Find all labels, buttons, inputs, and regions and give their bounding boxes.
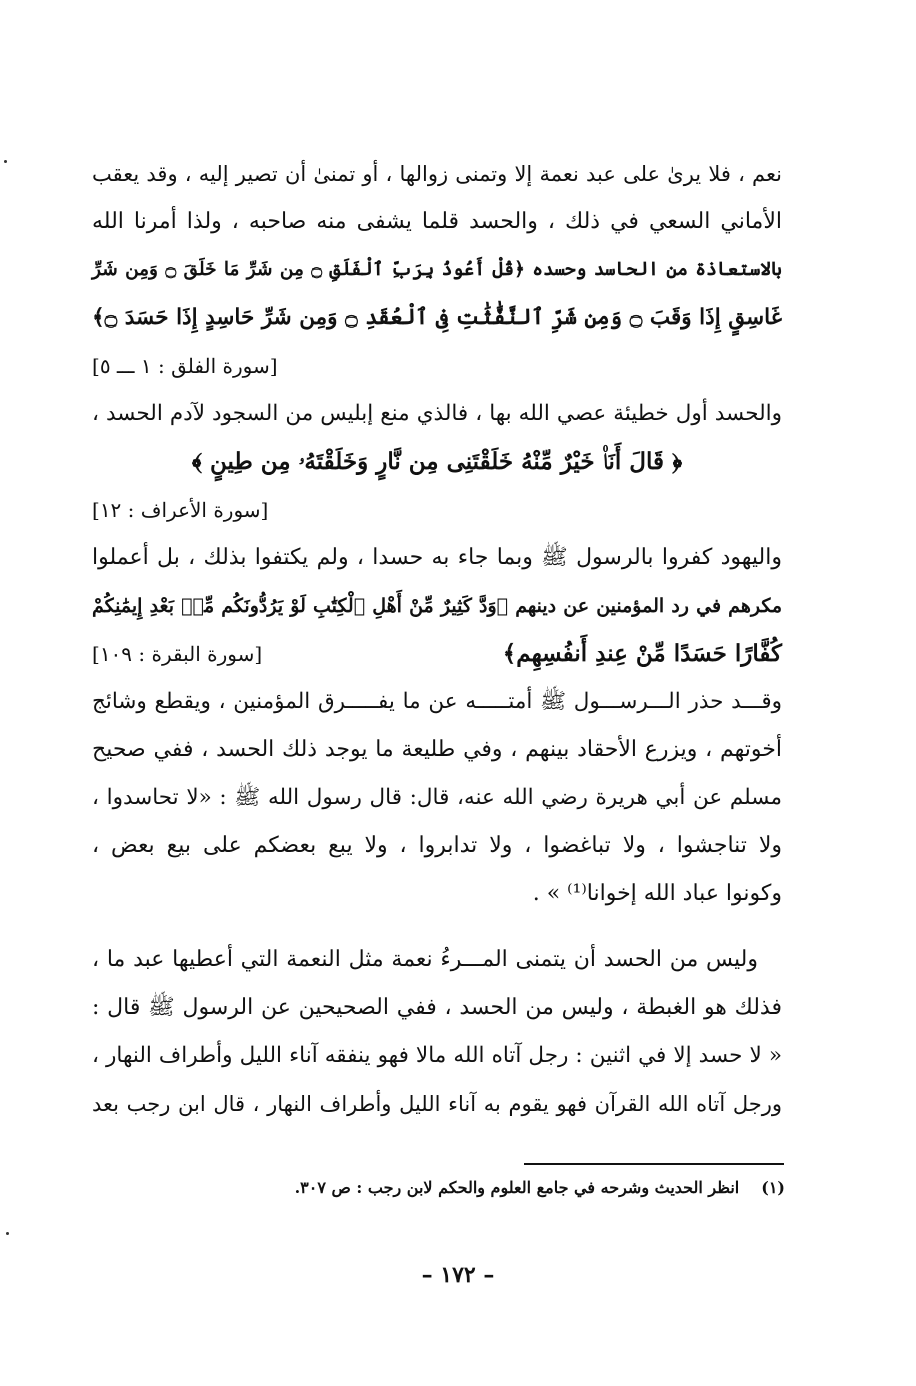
footnote-number: (١) bbox=[761, 1178, 785, 1197]
page-number: – ١٧٢ – bbox=[421, 1262, 495, 1288]
body-line: نعم ، فلا يرىٰ على عبد نعمة إلا وتمنى زوالها ، أو تمنىٰ أن تصير إليه ، وقد يعقب bbox=[92, 162, 782, 186]
body-line: أخوتهم ، ويزرع الأحقاد بينهم ، وفي طليعة ما يوجد ذلك الحسد ، ففي صحيح bbox=[92, 737, 782, 762]
scan-speck bbox=[4, 160, 7, 163]
body-line: الأماني السعي في ذلك ، والحسد قلما يشفى منه صاحبه ، ولذا أمرنا الله bbox=[92, 209, 782, 234]
quran-verse-line: ﴿ قَالَ أَنَا۠ خَيْرٌ مِّنْهُ خَلَقْتَنِى مِن نَّارٍ وَخَلَقْتَهُۥ مِن طِينٍ ﴾ bbox=[191, 448, 683, 475]
surah-reference: [سورة الفلق : ١ ـــ ٥] bbox=[92, 354, 278, 378]
quran-verse-line: بالاستعاذة من الحاسد وحسده ﴿قُلْ أَعُوذُ بِرَبِّ ٱلْفَلَقِ ۝ مِن شَرِّ مَا خَلَقَ ۝ وَمِن شَرِّ bbox=[92, 259, 782, 280]
footnote-separator bbox=[524, 1163, 784, 1165]
surah-reference: [سورة البقرة : ١٠٩] bbox=[92, 642, 263, 666]
body-line: وقـــد حذر الـــرســـول ﷺ أمتـــــه عن ما يفـــــرق المؤمنين ، ويقطع وشائج bbox=[92, 689, 782, 714]
body-line: واليهود كفروا بالرسول ﷺ وبما جاء به حسدا ، ولم يكتفوا بذلك ، بل أعملوا bbox=[92, 545, 782, 570]
quran-verse-line: غَاسِقٍ إِذَا وَقَبَ ۝ وَمِن شَرِّ ٱلنَّفَّٰثَٰتِ فِى ٱلْعُقَدِ ۝ وَمِن شَرِّ حَاسِدٍ إِذَا حَسَدَ ۝﴾ bbox=[92, 305, 782, 330]
body-line: « لا حسد إلا في اثنين : رجل آتاه الله مالا فهو ينفقه آناء الليل وأطراف النهار ، bbox=[92, 1043, 782, 1068]
page-body bbox=[92, 150, 782, 1128]
body-line: ورجل آتاه الله القرآن فهو يقوم به آناء الليل وأطراف النهار ، قال ابن رجب بعد bbox=[92, 1092, 782, 1116]
scan-speck bbox=[6, 1232, 9, 1235]
body-line: والحسد أول خطيئة عصي الله بها ، فالذي منع إبليس من السجود لآدم الحسد ، bbox=[92, 401, 782, 426]
body-line: مسلم عن أبي هريرة رضي الله عنه، قال: قال رسول الله ﷺ : «لا تحاسدوا ، bbox=[92, 785, 782, 810]
footnote-text: انظر الحديث وشرحه في جامع العلوم والحكم لابن رجب : ص ٣٠٧. bbox=[294, 1178, 740, 1197]
body-line: ولا تناجشوا ، ولا تباغضوا ، ولا تدابروا ، ولا يبع بعضكم على بيع بعض ، bbox=[92, 833, 782, 858]
surah-reference: [سورة الأعراف : ١٢] bbox=[92, 498, 269, 522]
body-line: وليس من الحسد أن يتمنى المـــرءُ نعمة مثل النعمة التي أعطيها عبد ما ، bbox=[92, 947, 758, 972]
quran-verse-line: كُفَّارًا حَسَدًا مِّنْ عِندِ أَنفُسِهِم﴾ bbox=[502, 640, 782, 667]
body-line: وكونوا عباد الله إخوانا⁽¹⁾ » . bbox=[532, 881, 782, 906]
body-line: فذلك هو الغبطة ، وليس من الحسد ، ففي الصحيحين عن الرسول ﷺ قال : bbox=[92, 995, 782, 1020]
footnote bbox=[240, 1178, 785, 1197]
quran-verse-line: مكرهم في رد المؤمنين عن دينهم ﴿وَدَّ كَثِيرٌ مِّنْ أَهْلِ ٱلْكِتَٰبِ لَوْ يَرُدُّونَكُم مِّنۢ بَعْدِ إِيمَٰنِكُمْ bbox=[92, 595, 782, 617]
quran-verse-row bbox=[92, 630, 782, 678]
